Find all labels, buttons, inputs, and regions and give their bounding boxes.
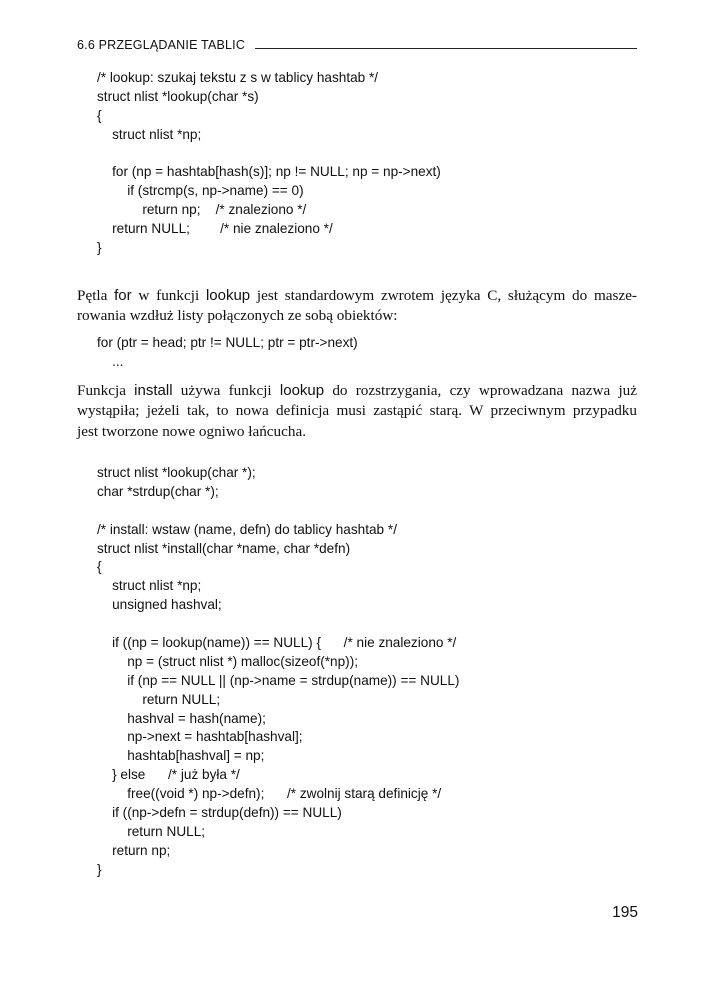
- code-line: for (np = hashtab[hash(s)]; np != NULL; np = np->next): [97, 164, 441, 180]
- paragraph-line: [77, 401, 637, 421]
- inline-code: lookup: [205, 287, 251, 304]
- code-line: {: [97, 107, 102, 123]
- code-line: np->next = hashtab[hashval];: [97, 729, 303, 745]
- code-line: }: [97, 861, 102, 877]
- text-run: Pętla: [77, 287, 115, 304]
- inline-code: install: [134, 382, 173, 399]
- code-line: if ((np = lookup(name)) == NULL) { /* nie znaleziono */: [97, 635, 457, 651]
- text-run: używa funkcji: [172, 382, 280, 399]
- inline-code: lookup: [279, 382, 325, 399]
- page-number: 195: [612, 904, 638, 921]
- code-line: /* install: wstaw (name, defn) do tablicy hashtab */: [97, 521, 397, 537]
- paragraph-line: [77, 306, 637, 326]
- code-line: if ((np->defn = strdup(defn)) == NULL): [97, 805, 342, 821]
- code-line: for (ptr = head; ptr != NULL; ptr = ptr->next): [97, 335, 358, 350]
- text-run: jest tworzone nowe ogniwo łańcucha.: [77, 422, 307, 440]
- code-line: unsigned hashval;: [97, 597, 222, 613]
- running-header: [77, 38, 637, 52]
- code-line: [97, 502, 459, 521]
- code-line: if (np == NULL || (np->name = strdup(name)) == NULL): [97, 672, 460, 688]
- text-run: w funkcji: [131, 287, 206, 304]
- code-line: struct nlist *np;: [97, 126, 202, 142]
- code-line: struct nlist *np;: [97, 578, 202, 594]
- code-line: free((void *) np->defn); /* zwolnij starą definicję */: [97, 786, 442, 802]
- code-line: }: [97, 240, 102, 256]
- text-run: Funkcja: [77, 382, 135, 399]
- code-line: } else /* już była */: [97, 767, 240, 783]
- paragraph-install: [77, 381, 637, 442]
- code-line: return NULL; /* nie znaleziono */: [97, 221, 333, 237]
- code-line: return NULL;: [97, 691, 221, 707]
- text-run: wystąpiła; jeżeli tak, to nowa definicja musi zastąpić starą. W przeciwnym przypadku: [77, 402, 637, 420]
- code-line: return np;: [97, 842, 171, 858]
- code-line: return NULL;: [97, 823, 206, 839]
- code-line: hashtab[hashval] = np;: [97, 748, 265, 764]
- code-line: np = (struct nlist *) malloc(sizeof(*np));: [97, 653, 358, 669]
- code-line: {: [97, 559, 102, 575]
- code-line: struct nlist *lookup(char *);: [97, 465, 256, 480]
- header-rule: [255, 48, 637, 49]
- text-run: jest standardowym zwrotem języka C, służącym do masze-: [250, 287, 637, 304]
- text-run: rowania wzdłuż listy połączonych ze sobą obiektów:: [77, 307, 398, 325]
- code-line: return np; /* znaleziono */: [97, 202, 307, 218]
- paragraph-line: [77, 286, 637, 306]
- inline-code: for: [114, 287, 132, 304]
- code-line: ...: [97, 353, 124, 369]
- code-line: struct nlist *lookup(char *s): [97, 88, 259, 104]
- text-run: do rozstrzygania, czy wprowadzana nazwa już: [324, 382, 638, 399]
- code-block-install: [97, 464, 459, 880]
- paragraph-line: [77, 422, 637, 442]
- code-block-list-loop: [97, 334, 358, 372]
- code-block-lookup: [97, 69, 441, 258]
- code-line: char *strdup(char *);: [97, 483, 219, 499]
- code-line: [97, 615, 459, 634]
- code-line: if (strcmp(s, np->name) == 0): [97, 183, 304, 199]
- code-line: /* lookup: szukaj tekstu z s w tablicy hashtab */: [97, 70, 379, 85]
- paragraph-lookup-loop: [77, 286, 637, 327]
- paragraph-line: [77, 381, 637, 401]
- running-title: 6.6 PRZEGLĄDANIE TABLIC: [77, 38, 246, 52]
- code-line: hashval = hash(name);: [97, 710, 266, 726]
- code-line: [97, 145, 441, 164]
- code-line: struct nlist *install(char *name, char *defn): [97, 540, 351, 556]
